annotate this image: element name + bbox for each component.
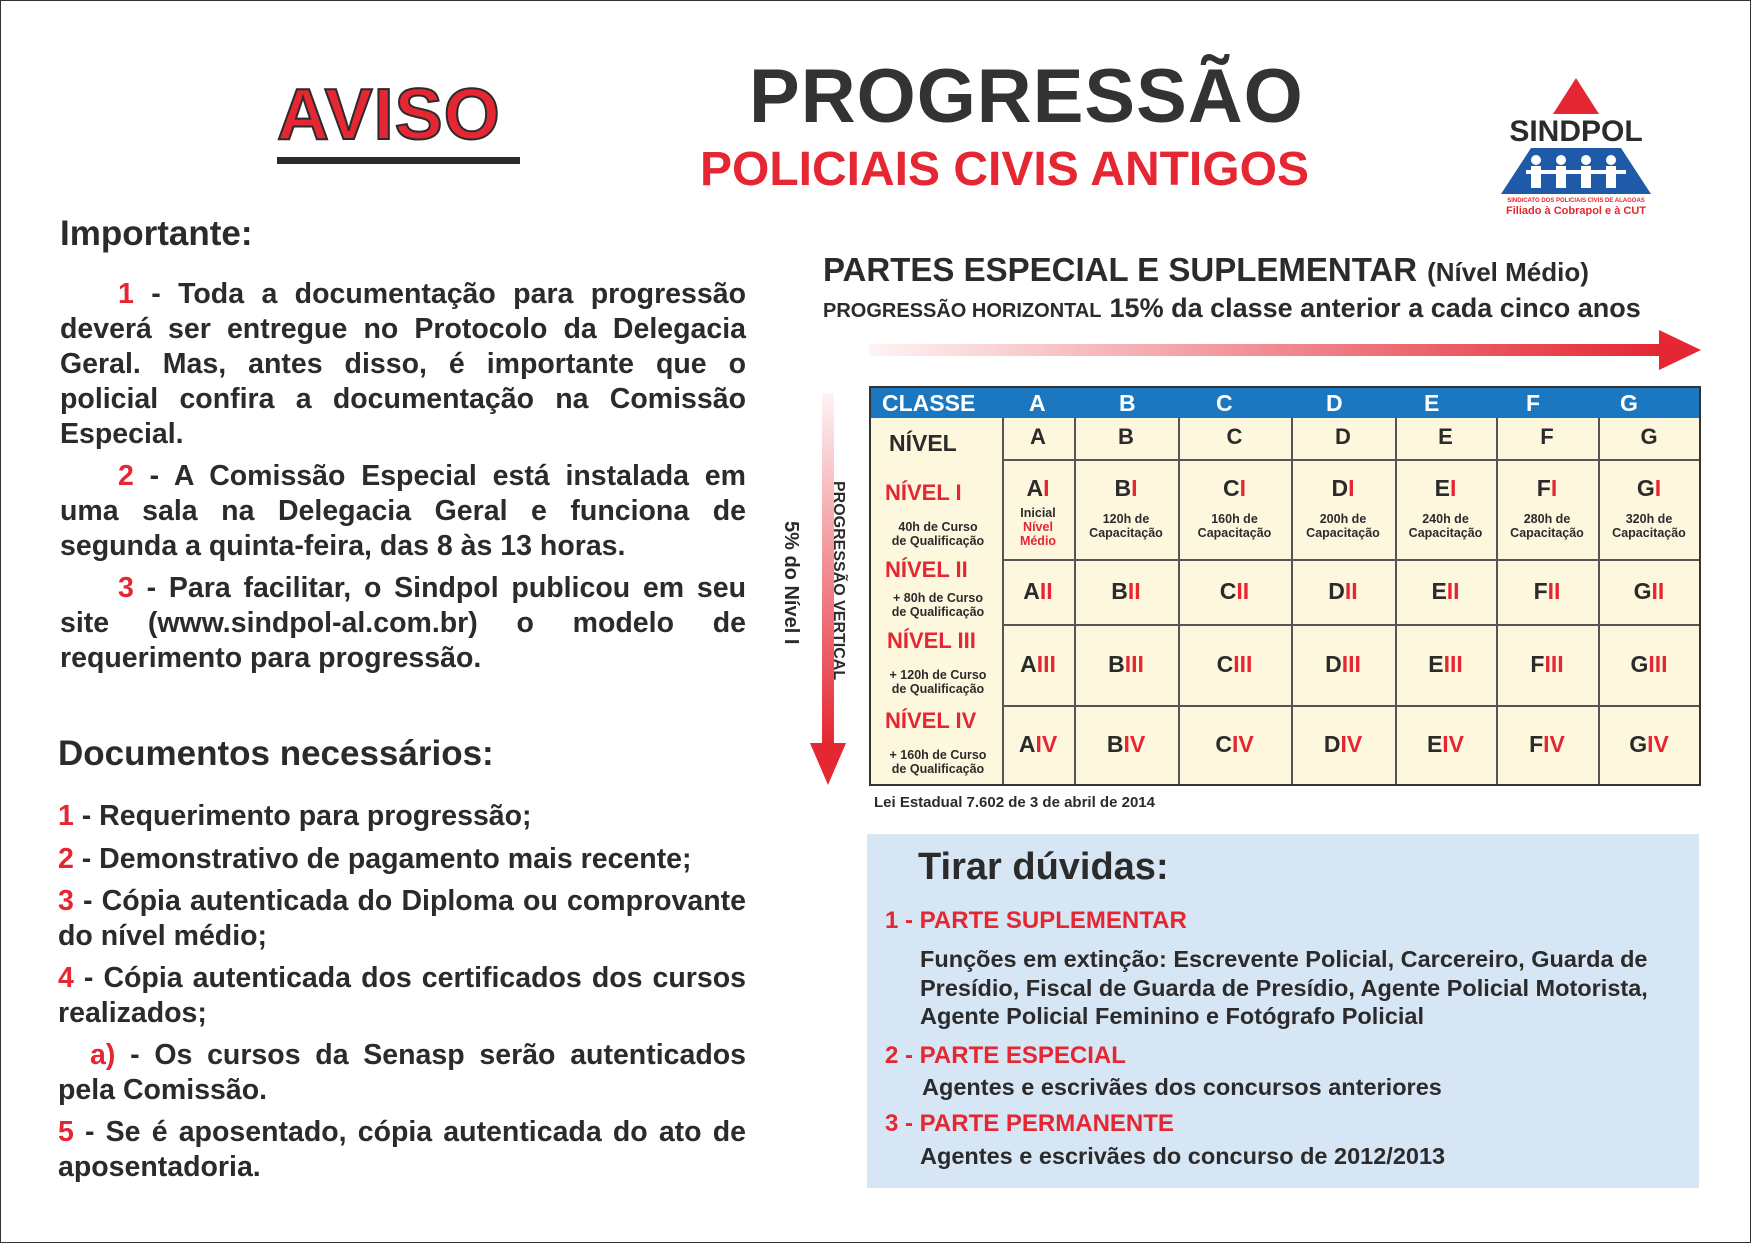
item-text: - Demonstrativo de pagamento mais recente;: [73, 843, 692, 875]
grade-cell: AIII: [1020, 650, 1056, 677]
doc-item-4a: [58, 1038, 746, 1108]
logo-line1: SINDICATO DOS POLICIAIS CIVIS DE ALAGOAS: [1507, 198, 1645, 204]
duvidas-item-text: Agentes e escrivães dos concursos anteriores: [922, 1074, 1442, 1100]
item-text: - A Comissão Especial está instalada em uma sala na Delegacia Geral e funciona de segunda a quinta-feira, das 8 às 13 horas.: [60, 460, 746, 562]
grade-cell: FIII: [1530, 650, 1564, 677]
item-number: 4: [58, 962, 74, 994]
page-title: PROGRESSÃO: [749, 54, 1304, 139]
doc-item-1: [58, 799, 746, 834]
sindpol-logo-icon: [1491, 76, 1661, 216]
importante-item-3: [60, 571, 746, 676]
grade-cell: EI 240h de Capacitação: [1408, 475, 1483, 540]
classe-label: CLASSE: [882, 390, 976, 416]
grade-cell: EIV: [1426, 731, 1465, 757]
header-class: G: [1620, 390, 1638, 416]
grade-cell: BIV: [1106, 731, 1146, 757]
item-text: - Cópia autenticada do Diploma ou comprovante do nível médio;: [58, 885, 746, 952]
grade-cell: DIV: [1323, 731, 1363, 757]
grade-cell: FI 280h de Capacitação: [1510, 475, 1584, 540]
importante-item-1: [60, 277, 746, 452]
grade-cell: DII: [1328, 577, 1358, 604]
duvidas-item-text: Agentes e escrivães do concurso de 2012/2013: [920, 1143, 1446, 1169]
grade-cell: GI 320h de Capacitação: [1612, 475, 1686, 540]
header-class: C: [1216, 390, 1233, 416]
grade-cell: BI 120h de Capacitação: [1089, 475, 1163, 540]
duvidas-item-title: 3 - PARTE PERMANENTE: [885, 1110, 1174, 1137]
grade-cell: EII: [1431, 577, 1460, 604]
grade-cell: BIII: [1108, 650, 1144, 677]
class-letter: E: [1438, 424, 1453, 449]
vertical-progression-label: PROGRESSÃO VERTICAL: [830, 481, 847, 681]
grade-cell: GIII: [1630, 650, 1668, 677]
aviso-heading: AVISO: [277, 75, 501, 155]
item-number: a): [90, 1039, 116, 1071]
item-number: 1: [118, 278, 134, 310]
grade-cell: CII: [1219, 577, 1250, 604]
logo-name: SINDPOL: [1509, 115, 1643, 148]
class-letter: A: [1030, 424, 1046, 449]
grade-cell: CIV: [1215, 731, 1254, 757]
class-letter: C: [1226, 424, 1243, 449]
grade-cell: AIV: [1018, 731, 1058, 757]
nivel-label: NÍVEL: [889, 430, 957, 456]
level-sub: + 160h de Curso de Qualificação: [889, 748, 987, 776]
level-sub: + 80h de Curso de Qualificação: [891, 591, 985, 619]
level-sub: + 120h de Curso de Qualificação: [889, 668, 987, 696]
law-reference: Lei Estadual 7.602 de 3 de abril de 2014: [874, 794, 1155, 811]
item-text: - Cópia autenticada dos certificados dos cursos realizados;: [58, 962, 746, 1029]
doc-item-3: [58, 884, 746, 954]
item-text: - Para facilitar, o Sindpol publicou em seu site (www.sindpol-al.com.br) o modelo de requerimento para progressão.: [60, 572, 746, 674]
header-class: E: [1424, 390, 1440, 416]
class-letter: G: [1640, 424, 1658, 449]
horizontal-progression: [823, 293, 1641, 324]
progression-table: [869, 386, 1701, 786]
grade-cell: CIII: [1216, 650, 1253, 677]
doc-item-5: [58, 1115, 746, 1185]
aviso-underline: [277, 157, 520, 164]
documentos-heading: Documentos necessários:: [58, 734, 494, 773]
level-name: NÍVEL III: [887, 628, 976, 653]
item-number: 3: [118, 572, 134, 604]
item-number: 1: [58, 800, 74, 832]
grade-cell: FIV: [1529, 731, 1565, 757]
partes-heading: [823, 251, 1589, 289]
class-letter: F: [1540, 424, 1554, 449]
item-text: - Toda a documentação para progressão deverá ser entregue no Protocolo da Delegacia Geral. Mas, antes disso, é importante que o policial confira a documentação na Comissão Especial.: [60, 278, 746, 450]
grade-cell: GII: [1633, 577, 1665, 604]
level-name: NÍVEL I: [885, 480, 962, 505]
grade-cell: EIII: [1428, 650, 1463, 677]
doc-item-4: [58, 961, 746, 1031]
class-letter: D: [1335, 424, 1351, 449]
horizontal-arrow-icon: [869, 328, 1701, 372]
horiz-value: 15% da classe anterior a cada cinco anos: [1109, 293, 1641, 323]
level-name: NÍVEL IV: [885, 708, 977, 733]
importante-heading: Importante:: [60, 214, 253, 253]
grade-cell: CI 160h de Capacitação: [1197, 475, 1272, 540]
item-number: 2: [118, 460, 134, 492]
doc-item-2: [58, 842, 746, 877]
page-subtitle: POLICIAIS CIVIS ANTIGOS: [700, 143, 1309, 196]
importante-item-2: [60, 459, 746, 564]
item-number: 3: [58, 885, 74, 917]
grade-cell: FII: [1533, 577, 1561, 604]
grade-cell: AI Inicial Nível Médio: [1019, 475, 1057, 548]
header-class: F: [1526, 390, 1541, 416]
duvidas-box: [867, 834, 1699, 1188]
item-number: 5: [58, 1116, 74, 1148]
partes-title: PARTES ESPECIAL E SUPLEMENTAR: [823, 251, 1418, 288]
grade-cell: DIII: [1325, 650, 1361, 677]
duvidas-item-title: 1 - PARTE SUPLEMENTAR: [885, 907, 1187, 934]
sindpol-logo: [1491, 76, 1661, 216]
grade-cell: AII: [1023, 577, 1053, 604]
grade-cell: DI 200h de Capacitação: [1306, 475, 1380, 540]
partes-note: (Nível Médio): [1427, 257, 1589, 287]
horiz-label: PROGRESSÃO HORIZONTAL: [823, 300, 1102, 322]
level-sub: 40h de Curso de Qualificação: [891, 520, 985, 548]
item-text: - Os cursos da Senasp serão autenticados pela Comissão.: [58, 1039, 746, 1106]
duvidas-heading: Tirar dúvidas:: [918, 846, 1169, 888]
item-text: - Requerimento para progressão;: [73, 800, 532, 832]
grade-cell: GIV: [1629, 731, 1669, 757]
header-class: B: [1119, 390, 1136, 416]
logo-line2: Filiado à Cobrapol e à CUT: [1506, 205, 1646, 216]
header-class: A: [1029, 390, 1046, 416]
duvidas-item-title: 2 - PARTE ESPECIAL: [885, 1042, 1126, 1069]
table-header: [871, 388, 1699, 418]
header-class: D: [1326, 390, 1343, 416]
item-number: 2: [58, 843, 74, 875]
grade-cell: BII: [1111, 577, 1141, 604]
duvidas-item-text: Funções em extinção: Escrevente Policial, Carcereiro, Guarda de Presídio, Fiscal de Guarda de Presídio, Agente Policial Motorista, Agente Policial Feminino e Fotógrafo Policial: [920, 946, 1648, 1029]
vertical-progression-value: 5% do Nível I: [780, 521, 802, 645]
class-letter: B: [1118, 424, 1134, 449]
item-text: - Se é aposentado, cópia autenticada do ato de aposentadoria.: [58, 1116, 746, 1183]
level-name: NÍVEL II: [885, 557, 968, 582]
